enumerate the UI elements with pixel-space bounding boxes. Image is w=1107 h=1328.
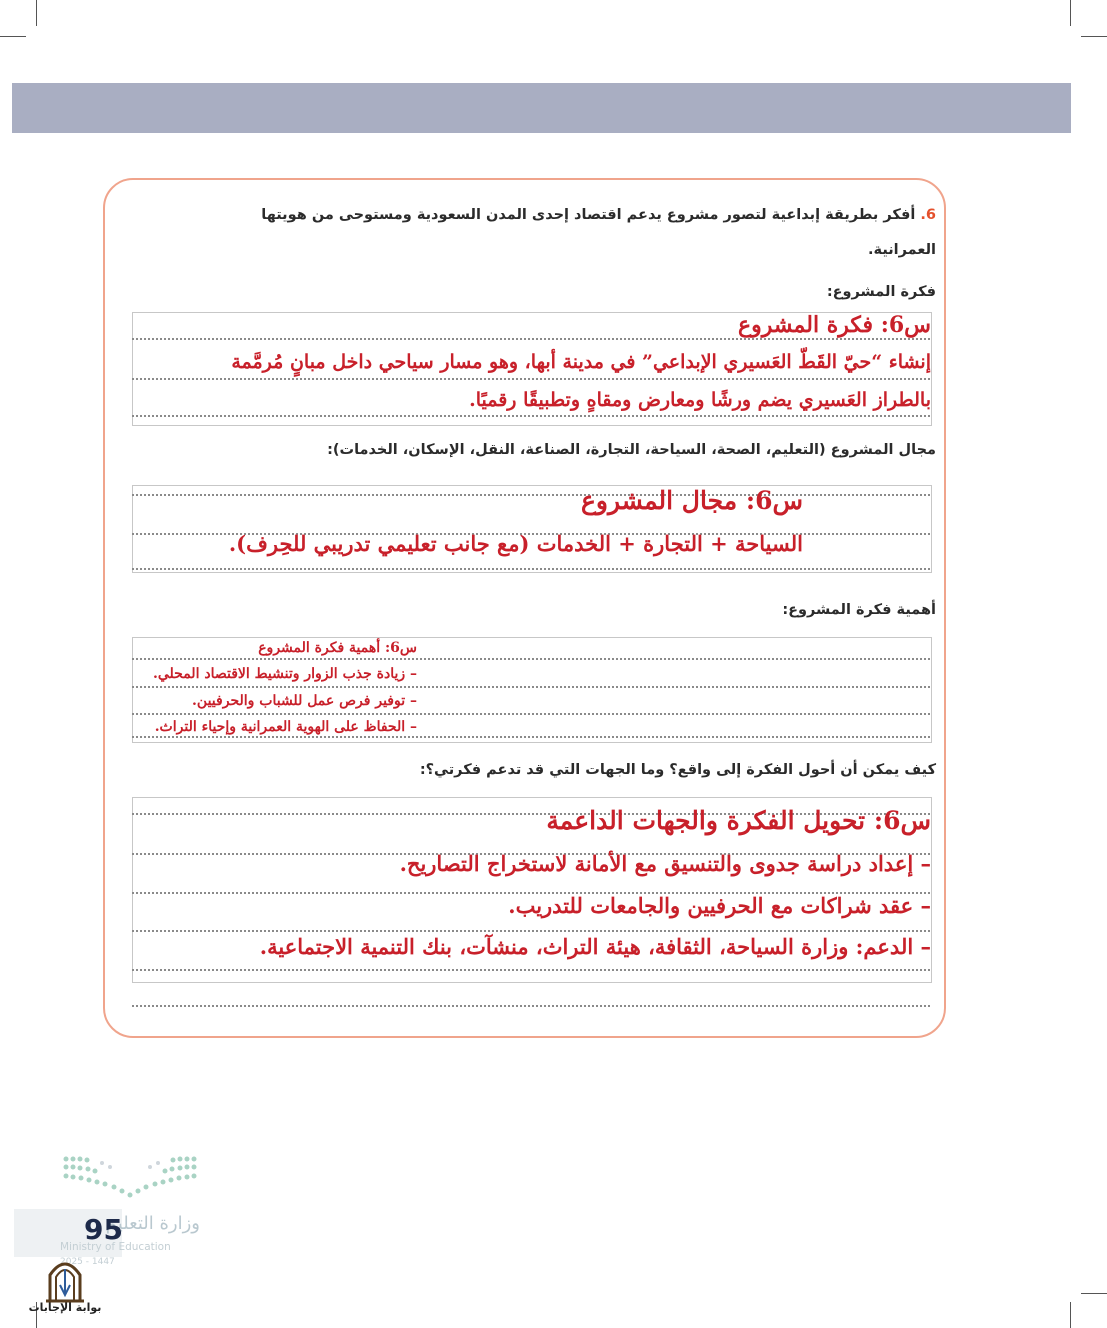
crop-mark xyxy=(1081,36,1107,37)
writing-line xyxy=(132,658,930,660)
writing-line xyxy=(132,568,930,570)
answer-realize-item: – إعداد دراسة جدوى والتنسيق مع الأمانة لاستخراج التصاريح. xyxy=(399,851,931,876)
writing-line xyxy=(132,378,930,380)
answer-idea-line-1: إنشاء “حيّ القَطّ العَسيري الإبداعي” في مدينة أبها، وهو مسار سياحي داخل مبانٍ مُرمَّمة xyxy=(231,351,931,373)
writing-line xyxy=(132,930,930,932)
writing-line xyxy=(132,1005,930,1007)
question-text: أفكر بطريقة إبداعية لتصور مشروع يدعم اقتصاد إحدى المدن السعودية ومستوحى من هويتها xyxy=(261,207,916,223)
answer-idea-line-2: بالطراز العَسيري يضم ورشًا ومعارض ومقاهٍ وتطبيقًا رقميًا. xyxy=(469,389,931,411)
writing-line xyxy=(132,686,930,688)
question-number: 6. xyxy=(920,207,936,223)
crop-mark xyxy=(0,36,26,37)
answer-importance-heading: س6: أهمية فكرة المشروع xyxy=(258,640,417,656)
answer-importance-item: – زيادة جذب الزوار وتنشيط الاقتصاد المحلي. xyxy=(153,666,417,682)
ministry-name-en: Ministry of Education xyxy=(60,1241,171,1253)
ministry-logo-dots xyxy=(62,1155,198,1199)
site-name: بوابة الإجابات xyxy=(28,1301,102,1314)
ministry-name-ar: وزارة التعليم xyxy=(105,1213,200,1234)
answer-importance-item: – توفير فرص عمل للشباب والحرفيين. xyxy=(192,693,417,709)
crop-mark xyxy=(1070,0,1071,26)
site-logo-icon xyxy=(42,1255,88,1303)
answer-realize-item: – عقد شراكات مع الحرفيين والجامعات للتدريب. xyxy=(508,893,931,918)
prompt-realize: كيف يمكن أن أحول الفكرة إلى واقع؟ وما الجهات التي قد تدعم فكرتي؟: xyxy=(419,762,936,778)
question-line-2: العمرانية. xyxy=(868,242,936,258)
answer-box-field xyxy=(132,485,932,573)
writing-line xyxy=(132,713,930,715)
writing-line xyxy=(132,494,930,496)
question-line-1 xyxy=(261,207,936,223)
writing-line xyxy=(132,969,930,971)
ministry-year: 2025 - 1447 xyxy=(60,1257,115,1267)
crop-mark xyxy=(36,0,37,26)
answer-importance-item: – الحفاظ على الهوية العمرانية وإحياء التراث. xyxy=(154,719,417,735)
prompt-importance: أهمية فكرة المشروع: xyxy=(782,602,936,618)
writing-line xyxy=(132,338,930,340)
answer-field-heading: س6: مجال المشروع xyxy=(581,486,803,515)
crop-mark xyxy=(1070,1302,1071,1328)
answer-idea-heading: س6: فكرة المشروع xyxy=(738,312,931,338)
writing-line xyxy=(132,736,930,738)
answer-realize-heading: س6: تحويل الفكرة والجهات الداعمة xyxy=(546,806,931,835)
crop-mark xyxy=(1081,1293,1107,1294)
answer-realize-item: – الدعم: وزارة السياحة، الثقافة، هيئة التراث، منشآت، بنك التنمية الاجتماعية. xyxy=(259,934,931,959)
header-banner xyxy=(12,83,1071,133)
page-number: 95 xyxy=(84,1213,123,1246)
answer-field-line-1: السياحة + التجارة + الخدمات (مع جانب تعليمي تدريبي للحِرف). xyxy=(228,531,803,556)
writing-line xyxy=(132,415,930,417)
prompt-idea: فكرة المشروع: xyxy=(826,284,936,300)
prompt-field: مجال المشروع (التعليم، الصحة، السياحة، التجارة، الصناعة، النقل، الإسكان، الخدمات): xyxy=(327,442,936,458)
